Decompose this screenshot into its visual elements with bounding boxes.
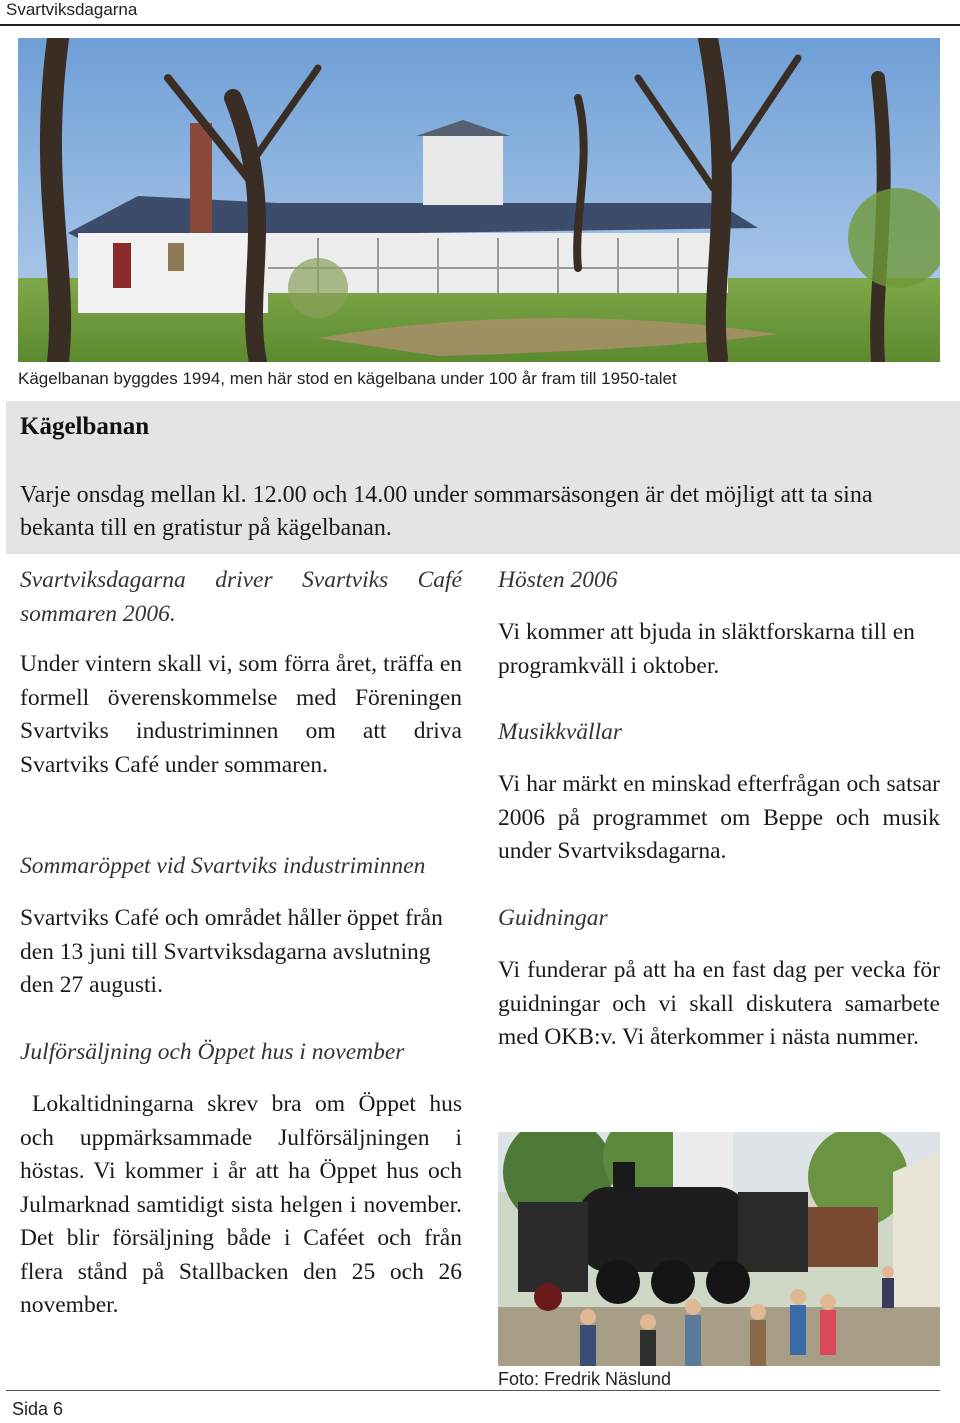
left-paragraph-2: Svartviks Café och området håller öppet från den 13 juni till Svartviksdagarna avslutning den 27 augusti. <box>20 905 443 998</box>
left-paragraph-1: Under vintern skall vi, som förra året, träffa en formell överenskommelse med Föreningen Svartviks industriminnen om att driva Svartviks Café under sommaren. <box>20 651 462 778</box>
right-paragraph-1: Vi kommer att bjuda in släktforskarna till en programkväll i oktober. <box>498 619 915 679</box>
right-heading-3: Guidningar <box>498 905 608 931</box>
bottom-photo <box>498 1132 940 1366</box>
header-rule <box>0 24 960 26</box>
box-text: Varje onsdag mellan kl. 12.00 och 14.00 under sommarsäsongen är det möjligt att ta sina bekanta till en gratistur på kägelbanan. <box>20 482 873 541</box>
right-paragraph-3: Vi funderar på att ha en fast dag per vecka för guidningar och vi skall diskutera samarbete med OKB:v. Vi återkommer i nästa nummer. <box>498 957 940 1050</box>
right-heading-2: Musikkvällar <box>498 719 622 745</box>
right-paragraph-2: Vi har märkt en minskad efterfrågan och satsar 2006 på programmet om Beppe och musik under Svartviksdagarna. <box>498 771 940 864</box>
running-title: Svartviksdagarna <box>6 0 138 19</box>
left-heading-3: Julförsäljning och Öppet hus i november <box>20 1039 405 1065</box>
footer-rule <box>6 1390 940 1391</box>
top-photo <box>18 38 940 362</box>
kagelbanan-box <box>6 401 960 554</box>
left-heading-1: Svartviksdagarna driver Svartviks Café sommaren 2006. <box>20 567 462 627</box>
page-number: Sida 6 <box>12 1399 64 1419</box>
left-paragraph-3: Lokaltidningarna skrev bra om Öppet hus och uppmärksammade Julförsäljningen i höstas. Vi kommer i år att ha Öppet hus och Julmarknad samtidigt sista helgen i november. Det blir försäljning både i Caféet och från flera stånd på Stallbacken den 25 och 26 november. <box>20 1091 462 1318</box>
right-heading-1: Hösten 2006 <box>498 567 618 593</box>
left-heading-2: Sommaröppet vid Svartviks industriminnen <box>20 853 426 879</box>
photo-caption: Kägelbanan byggdes 1994, men här stod en kägelbana under 100 år fram till 1950-talet <box>18 369 677 388</box>
photo-credit: Foto: Fredrik Näslund <box>498 1369 672 1389</box>
box-title: Kägelbanan <box>20 413 150 440</box>
